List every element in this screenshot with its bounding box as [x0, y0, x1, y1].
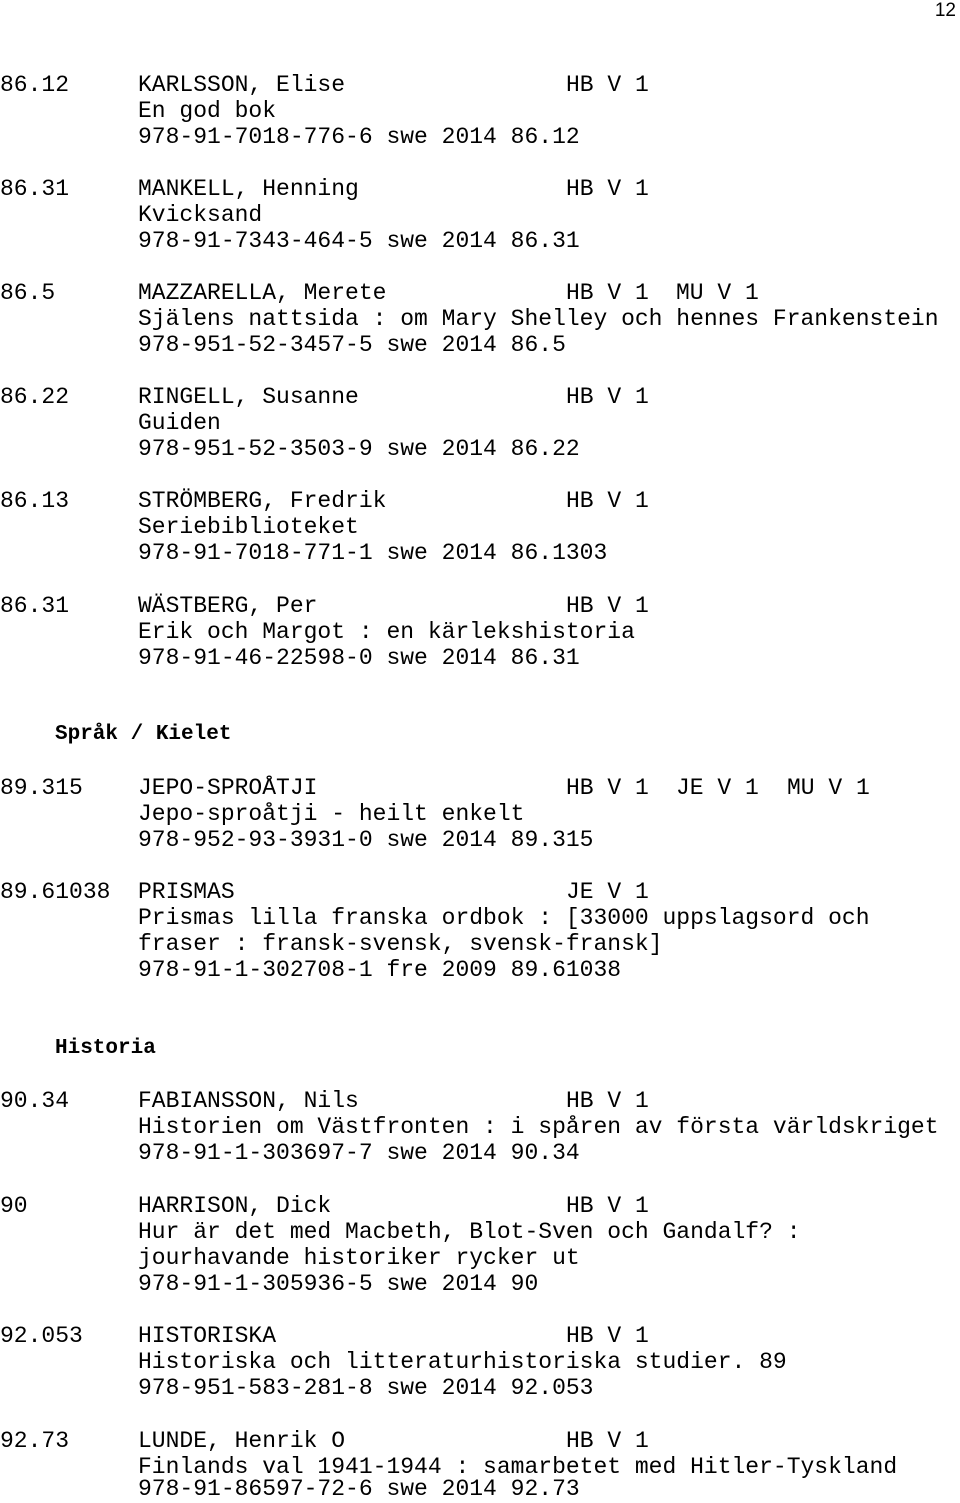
holding: HB V 1 — [566, 384, 649, 410]
title: Finlands val 1941-1944 : samarbetet med Hitler-Tyskland — [138, 1454, 898, 1480]
title: Guiden — [138, 410, 221, 436]
title: Kvicksand — [138, 202, 263, 228]
class-number: 86.12 — [0, 72, 70, 98]
isbn-line: 978-951-583-281-8 swe 2014 92.053 — [138, 1375, 594, 1401]
title: Prismas lilla franska ordbok : [33000 uppslagsord och — [138, 905, 870, 931]
author: JEPO-SPROÅTJI — [138, 775, 318, 801]
class-number: 89.61038 — [0, 879, 111, 905]
class-number: 86.22 — [0, 384, 70, 410]
title-continued: fraser : fransk-svensk, svensk-fransk] — [138, 931, 663, 957]
holding: HB V 1 — [566, 280, 649, 306]
holding: MU V 1 — [676, 280, 759, 306]
title-continued: jourhavande historiker rycker ut — [138, 1245, 580, 1271]
author: KARLSSON, Elise — [138, 72, 346, 98]
class-number: 89.315 — [0, 775, 83, 801]
class-number: 92.73 — [0, 1428, 70, 1454]
holding: HB V 1 — [566, 1088, 649, 1114]
section-heading: Språk / Kielet — [55, 723, 232, 746]
author: WÄSTBERG, Per — [138, 593, 318, 619]
holding: HB V 1 — [566, 1193, 649, 1219]
page-number: 12 — [934, 0, 956, 21]
class-number: 86.31 — [0, 176, 70, 202]
author: MANKELL, Henning — [138, 176, 359, 202]
isbn-line: 978-952-93-3931-0 swe 2014 89.315 — [138, 827, 594, 853]
title: Historien om Västfronten : i spåren av första världskriget — [138, 1114, 939, 1140]
holding: HB V 1 — [566, 1428, 649, 1454]
author: MAZZARELLA, Merete — [138, 280, 387, 306]
isbn-line: 978-951-52-3503-9 swe 2014 86.22 — [138, 436, 580, 462]
isbn-line: 978-91-1-305936-5 swe 2014 90 — [138, 1271, 539, 1297]
isbn-line: 978-91-1-302708-1 fre 2009 89.61038 — [138, 957, 622, 983]
section-heading: Historia — [55, 1037, 156, 1060]
holding: HB V 1 — [566, 488, 649, 514]
title: Historiska och litteraturhistoriska studier. 89 — [138, 1349, 787, 1375]
holding: HB V 1 — [566, 1323, 649, 1349]
title: En god bok — [138, 98, 277, 124]
author: LUNDE, Henrik O — [138, 1428, 346, 1454]
title: Jepo-sproåtji - heilt enkelt — [138, 801, 525, 827]
author: PRISMAS — [138, 879, 235, 905]
holding: HB V 1 — [566, 593, 649, 619]
title: Hur är det med Macbeth, Blot-Sven och Gandalf? : — [138, 1219, 801, 1245]
isbn-line: 978-91-7018-776-6 swe 2014 86.12 — [138, 124, 580, 150]
class-number: 92.053 — [0, 1323, 83, 1349]
author: STRÖMBERG, Fredrik — [138, 488, 387, 514]
class-number: 90 — [0, 1193, 28, 1219]
isbn-line: 978-91-7018-771-1 swe 2014 86.1303 — [138, 540, 608, 566]
isbn-line: 978-91-7343-464-5 swe 2014 86.31 — [138, 228, 580, 254]
title: Seriebiblioteket — [138, 514, 359, 540]
holding: HB V 1 — [566, 176, 649, 202]
author: HARRISON, Dick — [138, 1193, 332, 1219]
holding: JE V 1 — [676, 775, 759, 801]
author: RINGELL, Susanne — [138, 384, 359, 410]
holding: HB V 1 — [566, 72, 649, 98]
holding: MU V 1 — [787, 775, 870, 801]
isbn-line: 978-91-46-22598-0 swe 2014 86.31 — [138, 645, 580, 671]
class-number: 86.31 — [0, 593, 70, 619]
class-number: 86.5 — [0, 280, 56, 306]
class-number: 86.13 — [0, 488, 70, 514]
author: FABIANSSON, Nils — [138, 1088, 359, 1114]
class-number: 90.34 — [0, 1088, 70, 1114]
title: Erik och Margot : en kärlekshistoria — [138, 619, 635, 645]
holding: HB V 1 — [566, 775, 649, 801]
title: Själens nattsida : om Mary Shelley och hennes Frankenstein — [138, 306, 939, 332]
author: HISTORISKA — [138, 1323, 277, 1349]
isbn-line: 978-951-52-3457-5 swe 2014 86.5 — [138, 332, 566, 358]
isbn-line: 978-91-86597-72-6 swe 2014 92.73 — [138, 1476, 580, 1502]
holding: JE V 1 — [566, 879, 649, 905]
isbn-line: 978-91-1-303697-7 swe 2014 90.34 — [138, 1140, 580, 1166]
